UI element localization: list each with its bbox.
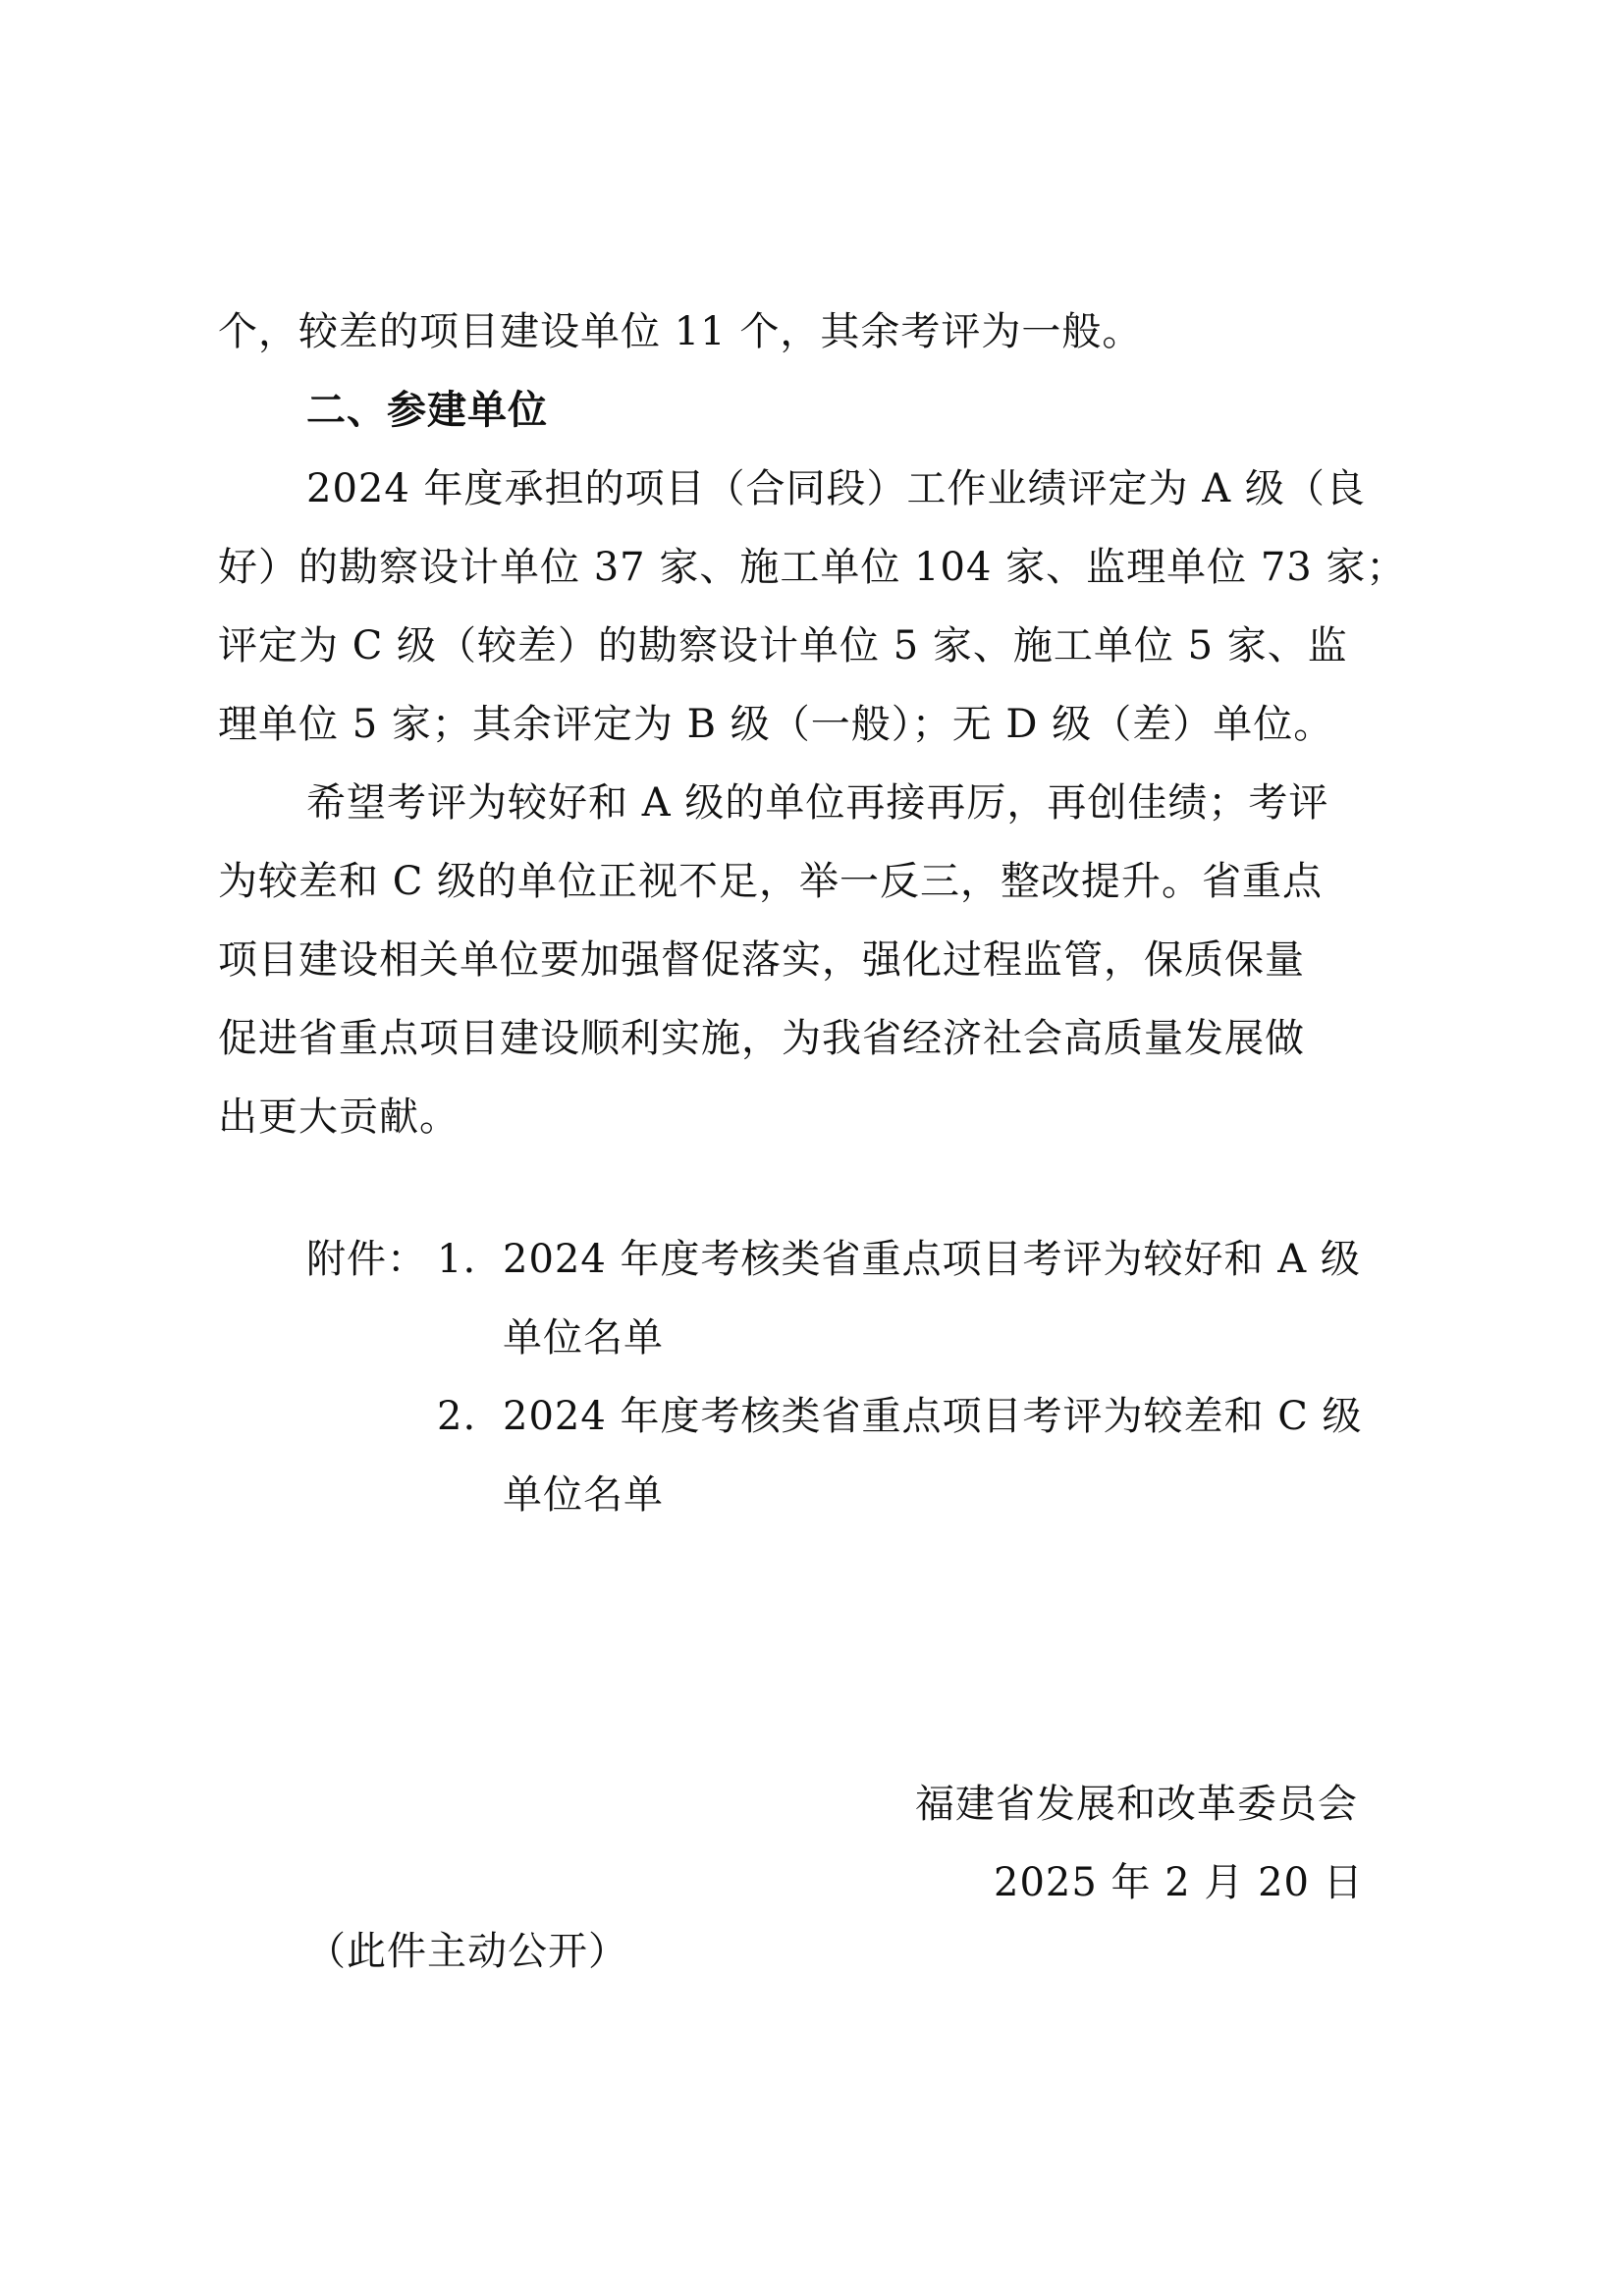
attachments-label: 附件： [306, 1237, 427, 1282]
attachment-2-line-2: 单位名单 [503, 1472, 664, 1518]
paragraph-1-line-1: 个，较差的项目建设单位 11 个，其余考评为一般。 [218, 309, 1143, 354]
section-2-line-1: 2024 年度承担的项目（合同段）工作业绩评定为 A 级（良 [306, 466, 1366, 511]
section-2-line-2: 好）的勘察设计单位 37 家、施工单位 104 家、监理单位 73 家； [218, 545, 1407, 590]
attachment-1-number: 1. [437, 1237, 477, 1282]
issue-date: 2025 年 2 月 20 日 [994, 1860, 1364, 1905]
closing-paragraph-line-3: 项目建设相关单位要加强督促落实，强化过程监管，保质保量 [218, 937, 1305, 983]
attachment-2-number: 2. [437, 1394, 477, 1439]
closing-paragraph-line-4: 促进省重点项目建设顺利实施，为我省经济社会高质量发展做 [218, 1016, 1305, 1061]
closing-paragraph-line-1: 希望考评为较好和 A 级的单位再接再厉，再创佳绩；考评 [306, 780, 1329, 826]
closing-paragraph-line-2: 为较差和 C 级的单位正视不足，举一反三，整改提升。省重点 [218, 859, 1324, 904]
section-2-line-4: 理单位 5 家；其余评定为 B 级（一般）；无 D 级（差）单位。 [218, 702, 1334, 747]
section-2-line-3: 评定为 C 级（较差）的勘察设计单位 5 家、施工单位 5 家、监 [218, 623, 1348, 668]
attachment-2-line-1: 2024 年度考核类省重点项目考评为较差和 C 级 [503, 1394, 1363, 1439]
disclosure-note: （此件主动公开） [306, 1929, 628, 1974]
attachment-1-line-2: 单位名单 [503, 1315, 664, 1361]
closing-paragraph-line-5: 出更大贡献。 [218, 1095, 460, 1140]
issuing-organization: 福建省发展和改革委员会 [915, 1782, 1358, 1827]
attachment-1-line-1: 2024 年度考核类省重点项目考评为较好和 A 级 [503, 1237, 1361, 1282]
section-heading: 二、参建单位 [306, 388, 548, 433]
